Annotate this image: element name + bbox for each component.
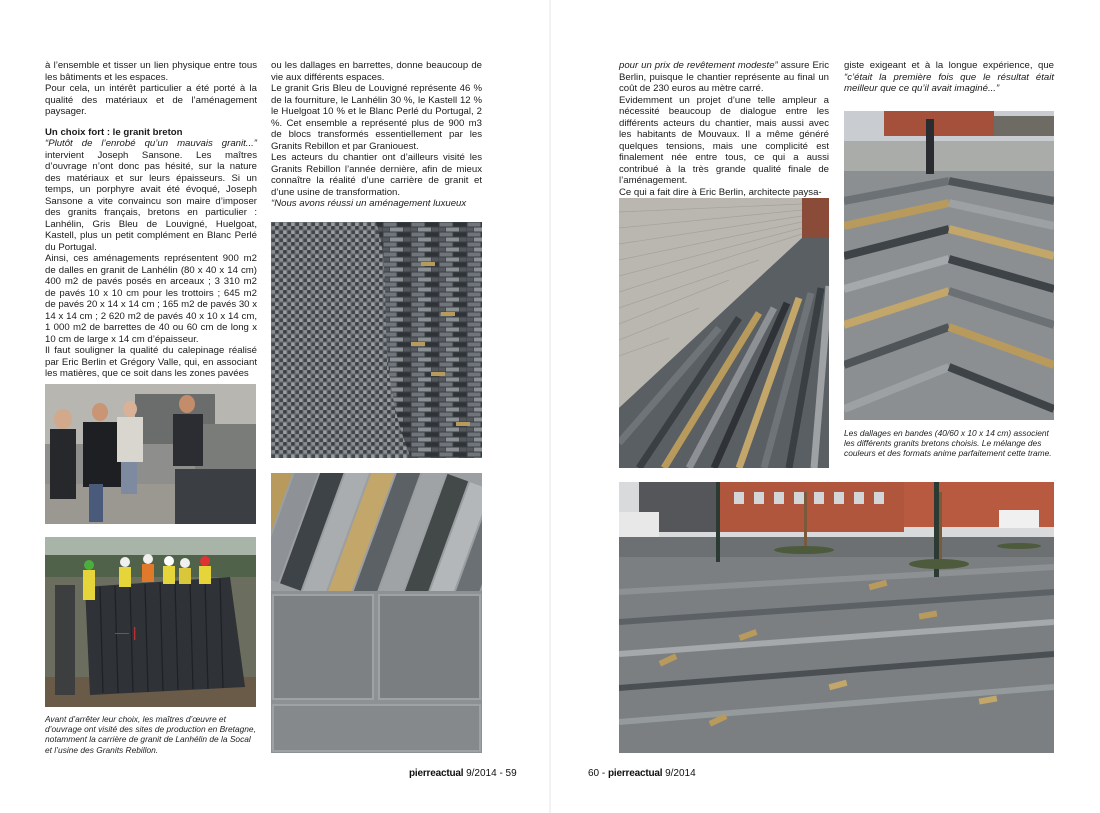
issue-date: 9/2014 <box>665 768 696 779</box>
wall-paving-photo <box>619 198 829 468</box>
quarry-photo <box>45 537 256 707</box>
page-number: 60 - <box>588 768 609 779</box>
workshop-photo <box>45 384 256 524</box>
herringbone-plaza-photo <box>844 111 1054 420</box>
paragraph-text: intervient Joseph Sansone. Les maîtres d’ouvrage n’ont donc pas hésité, sur la nature des matériaux et sur leurs épaisseurs. Si un temps, un porphyre avait été évoqué, Joseph Sansone a vite convaincu son maire d’imposer des granits français, bretons en particulier : Lanhélin, Gris Bleu de Louvigné, Huelgoat, Kastell, plus un petit complément en Blanc Perlé du Portugal. <box>45 149 257 253</box>
magazine-brand: pierreactual <box>409 768 464 779</box>
paragraph: Le granit Gris Bleu de Louvigné représente 46 % de la fourniture, le Lanhélin 30 %, le Kastell 12 % le Huelgoat 10 % et le Blanc Perlé du Portugal, 2 %. Cet ensemble a représenté plus de 900 m3 de blocs transformés essentiellement par les Granits Rebillon et par Graniouest. <box>271 83 482 152</box>
paragraph: Pour cela, un intérêt particulier a été porté à la qualité des matériaux et de l’aménagement paysager. <box>45 83 257 117</box>
magazine-brand: pierreactual <box>608 768 663 779</box>
paragraph <box>619 60 829 95</box>
right-column-1 <box>619 60 829 198</box>
plaza-trees-photo <box>619 482 1054 753</box>
paragraph: Il faut souligner la qualité du calepinage réalisé par Eric Berlin et Grégory Valle, qui, en associant les matières, que ce soit dans les zones pavées <box>45 345 257 379</box>
quote: “Nous avons réussi un aménagement luxueux <box>271 198 467 209</box>
paragraph <box>45 138 257 253</box>
textured-slabs-photo <box>271 473 482 753</box>
page-folio <box>409 768 517 779</box>
photo-caption: Avant d’arrêter leur choix, les maîtres d’œuvre et d’ouvrage ont visité des sites de production en Bretagne, notamment la carrière de granit de Lanhélin de la Socal et l’usine des Granits Rebillon. <box>45 714 256 755</box>
quote: “c’était la première fois que le résultat était meilleur que ce qu’il avait imaginé...” <box>844 71 1054 94</box>
paragraph: Ainsi, ces aménagements représentent 900 m2 de dalles en granit de Lanhélin (80 x 40 x 14 cm) 400 m2 de pavés posés en arceaux ; 3 310 m2 de pavés 10 x 10 cm pour les trottoirs ; 645 m2 de pavés 20 x 14 x 14 cm ; 165 m2 de pavés 30 x 14 x 14 cm ; 2 620 m2 de pavés 40 x 10 x 14 cm, 1 000 m2 de barrettes de 40 ou 60 cm de long x 10 cm de large x 14 cm d’épaisseur. <box>45 253 257 345</box>
left-column-1 <box>45 60 257 380</box>
paragraph <box>844 60 1054 95</box>
photo-caption: Les dallages en bandes (40/60 x 10 x 14 cm) associent les différents granits bretons choisis. Le mélange des couleurs et des formats anime parfaitement cette trame. <box>844 428 1052 459</box>
paragraph-text: assure Eric Berlin, puisque le chantier représente au final un coût de 230 euros au mètre carré. <box>619 60 829 94</box>
paragraph: Evidemment un projet d’une telle ampleur a nécessité beaucoup de dialogue entre les différents acteurs du chantier, mais aussi avec les habitants de Mouvaux. Il a même généré quelques tensions, mais une complicité est finalement née entre tous, ce qui a aussi contribué à la très grande qualité finale de l’aménagement. <box>619 94 829 186</box>
paragraph: à l’ensemble et tisser un lien physique entre tous les bâtiments et les espaces. <box>45 60 257 83</box>
paragraph: Ce qui a fait dire à Eric Berlin, architecte paysa- <box>619 186 822 198</box>
paragraph: Les acteurs du chantier ont d’ailleurs visité les Granits Rebillon l’année dernière, afin de mieux connaître la réalité d’une carrière de granit et d’une usine de transformation. <box>271 152 482 198</box>
left-column-2 <box>271 60 482 210</box>
page-folio <box>588 768 696 779</box>
issue-page: 9/2014 - 59 <box>466 768 517 779</box>
svg-text:— |: — | <box>115 624 137 640</box>
quote: pour un prix de revêtement modeste” <box>619 60 778 71</box>
section-heading: Un choix fort : le granit breton <box>45 126 183 138</box>
quote: “Plutôt de l’enrobé qu’un mauvais granit...” <box>45 138 257 149</box>
right-page <box>550 0 1100 813</box>
right-column-2 <box>844 60 1054 95</box>
paragraph-text: giste exigeant et à la longue expérience, que <box>844 60 1054 71</box>
mosaic-paving-photo <box>271 222 482 458</box>
paragraph: ou les dallages en barrettes, donne beaucoup de vie aux différents espaces. <box>271 60 482 83</box>
